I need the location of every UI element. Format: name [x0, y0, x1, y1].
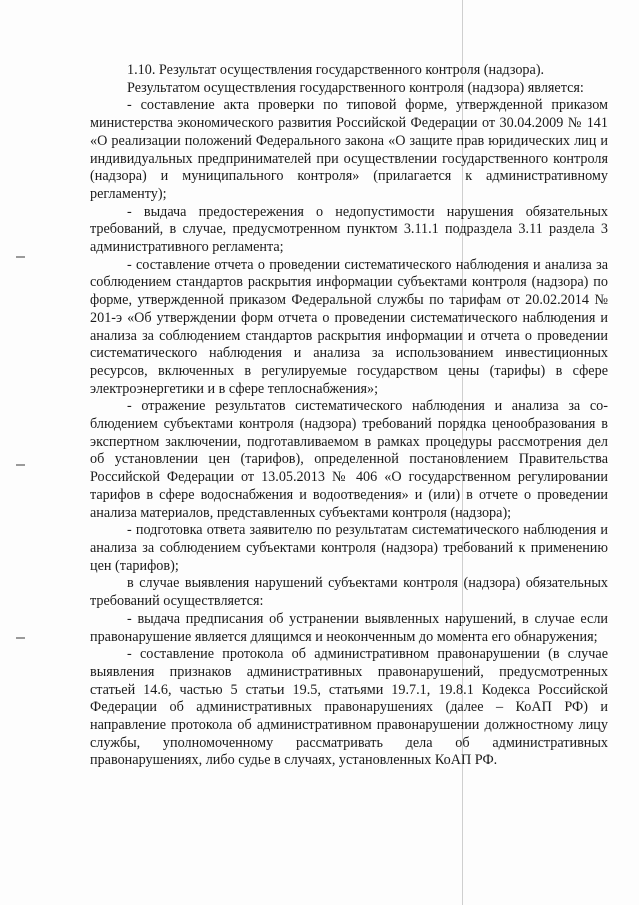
document-body [90, 62, 608, 770]
paragraph-act-of-inspection: - составление акта проверки по типовой форме, утвержденной приказом министерства экономического развития Российской Федерации от 30.04.2009 № 141 «О реализации положений Федерального закона «О защите прав юридических лиц и индивидуальных предпринимателей при осуществлении государственного контроля (надзора) и муниципального контроля» (прилагается к административному регламенту); [90, 97, 608, 202]
paragraph-expert-conclusion: - отражение результатов систематического наблюдения и анализа за соблюдением субъектами контроля (надзора) требований порядка ценообразования в экспертном заключении, подготавливаемом в рамках процедуры рассмотрения дел об установлении цен (тарифов), определенной постановлением Правительства Российской Федерации от 13.05.2013 № 406 «О государственном регулировании тарифов в сфере водоснабжения и водоотведения» и (или) в отчете о проведении анализа материалов, представленных субъектами контроля (надзора); [90, 398, 608, 521]
paragraph-prescription: - выдача предписания об устранении выявленных нарушений, в случае если правонарушение является длящимся и неоконченным до момента его обнаружения; [90, 610, 608, 645]
paragraph-protocol: - составление протокола об административном правонарушении (в случае выявления признаков административных правонарушений, предусмотренных статьей 14.6, частью 5 статьи 19.5, статьями 19.7.1, 19.8.1 Кодекса Российской Федерации об административных правонарушениях (далее – КоАП РФ) и направление протокола об административном правонарушении должностному лицу службы, уполномоченному рассматривать дела об административных правонарушениях, либо судье в случаях, установленных КоАП РФ. [90, 646, 608, 769]
margin-mark [16, 464, 25, 466]
paragraph-observation-report: - составление отчета о проведении систематического наблюдения и анализа за соблюдением стандартов раскрытия информации субъектами контроля (надзора) по форме, утвержденной приказом Федеральной службы по тарифам от 20.02.2014 № 201-э «Об утверждении форм отчета о проведении систематического наблюдения и анализа за соблюдением стандартов раскрытия информации и отчета о проведении систематического наблюдения и анализа за использованием инвестиционных ресурсов, включенных в регулируемые государством цены (тарифы) в сфере электроэнергетики и в сфере теплоснабжения»; [90, 256, 608, 397]
intro-paragraph: Результатом осуществления государственного контроля (надзора) является: [127, 79, 584, 96]
paragraph-applicant-response: - подготовка ответа заявителю по результатам систематического наблюдения и анализа за соблюдением субъектами контроля (надзора) требований к применению цен (тарифов); [90, 522, 608, 574]
margin-mark [16, 256, 25, 258]
paragraph-warning: - выдача предостережения о недопустимости нарушения обязательных требований, в случае, предусмотренном пунктом 3.11.1 подраздела 3.11 раздела 3 административного регламента; [90, 203, 608, 256]
paragraph-violations-intro: в случае выявления нарушений субъектами контроля (надзора) обязательных требований осуществляется: [90, 575, 608, 610]
margin-mark [16, 637, 25, 639]
section-heading: 1.10. Результат осуществления государственного контроля (надзора). [127, 62, 545, 78]
